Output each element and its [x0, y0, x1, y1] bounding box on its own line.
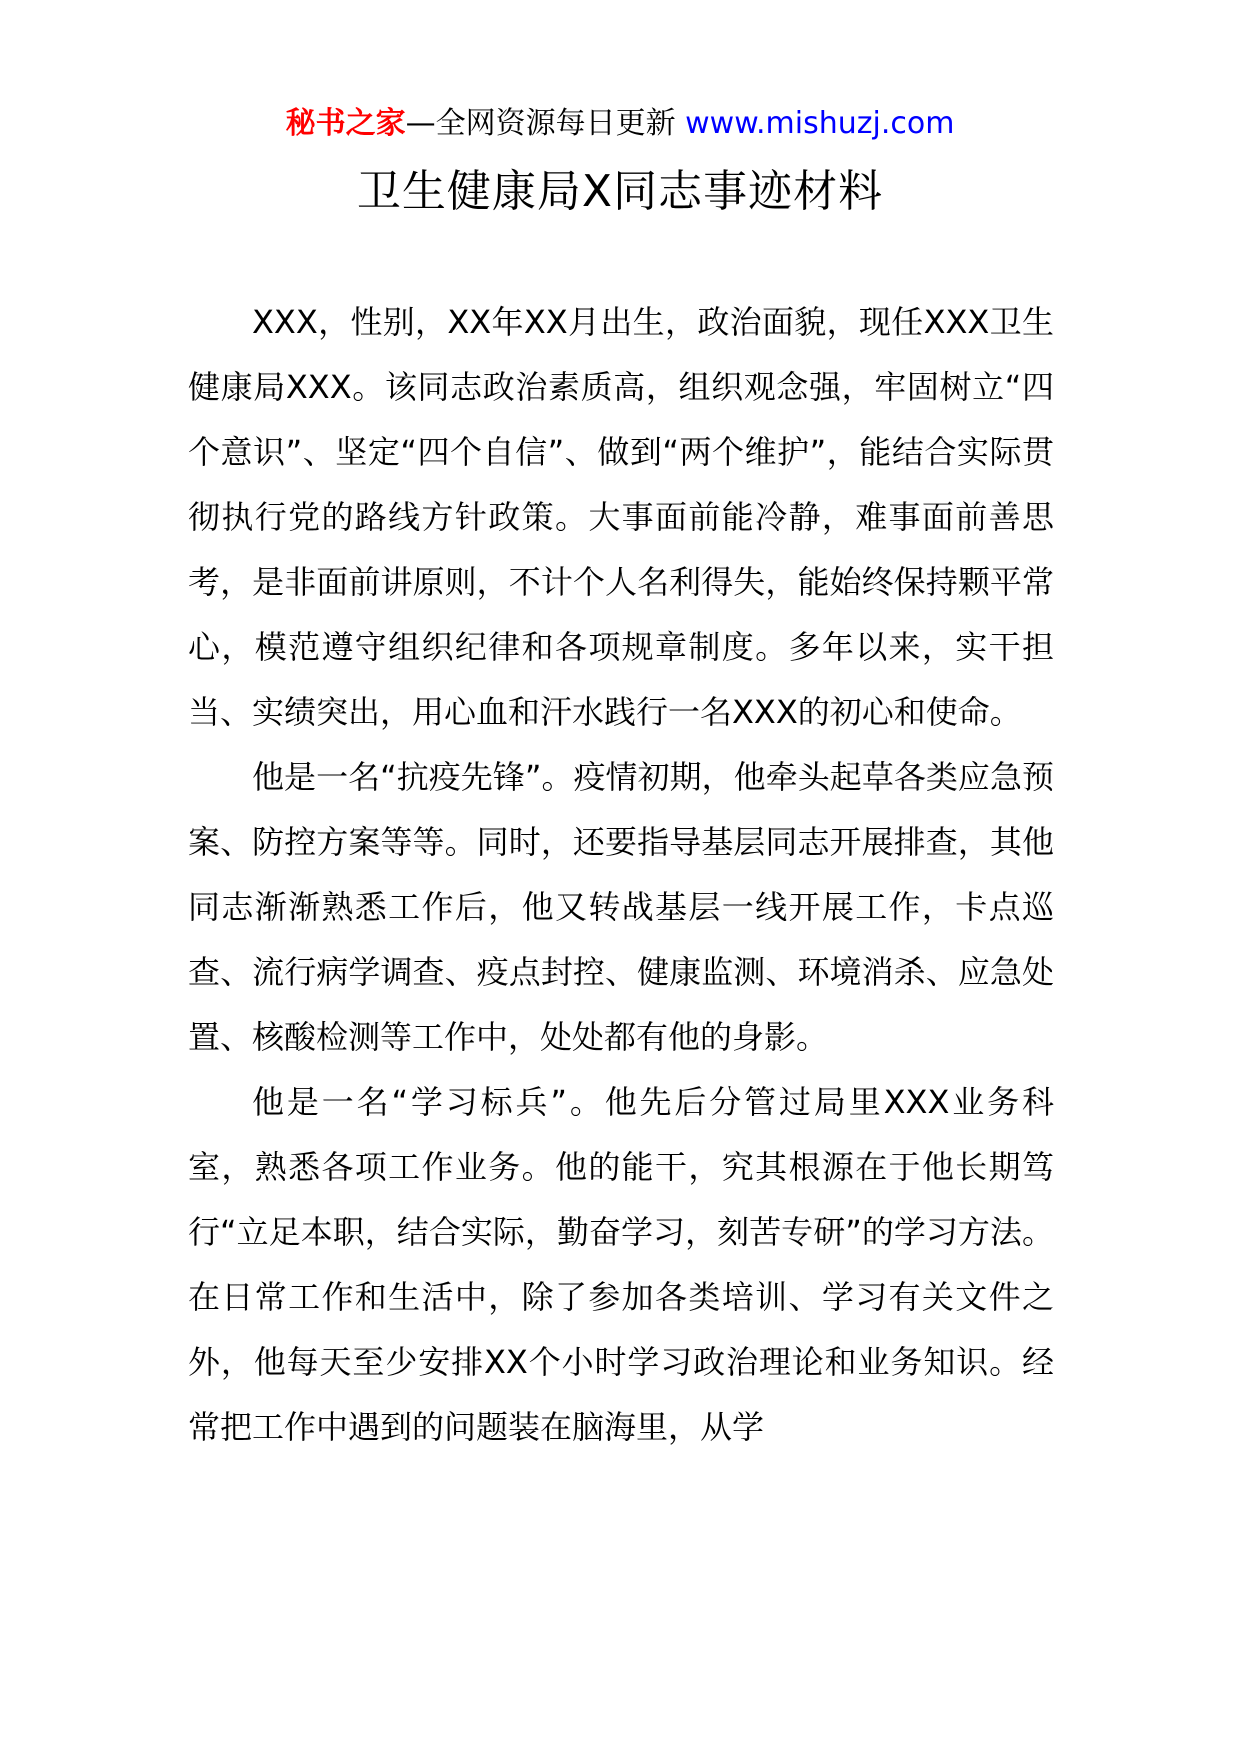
document-body: [188, 290, 1054, 1610]
site-url-link[interactable]: www.mishuzj.com: [685, 106, 955, 141]
site-header: [0, 102, 1240, 146]
paragraph-anti-epidemic: 他是一名“抗疫先锋”。疫情初期，他牵头起草各类应急预案、防控方案等等。同时，还要指导基层同志开展排查，其他同志渐渐熟悉工作后，他又转战基层一线开展工作，卡点巡查、流行病学调查、疫点封控、健康监测、环境消杀、应急处置、核酸检测等工作中，处处都有他的身影。: [188, 758, 1054, 1056]
paragraph-intro: XXX，性别，XX年XX月出生，政治面貌，现任XXX卫生健康局XXX。该同志政治素质高，组织观念强，牢固树立“四个意识”、坚定“四个自信”、做到“两个维护”，能结合实际贯彻执行党的路线方针政策。大事面前能冷静，难事面前善思考，是非面前讲原则，不计个人名利得失，能始终保持颗平常心，模范遵守组织纪律和各项规章制度。多年以来，实干担当、实绩突出，用心血和汗水践行一名XXX的初心和使命。: [188, 303, 1054, 731]
paragraph-study-model: 他是一名“学习标兵”。他先后分管过局里XXX业务科室，熟悉各项工作业务。他的能干，究其根源在于他长期笃行“立足本职，结合实际，勤奋学习，刻苦专研”的学习方法。在日常工作和生活中，除了参加各类培训、学习有关文件之外，他每天至少安排XX个小时学习政治理论和业务知识。经常把工作中遇到的问题装在脑海里，从学: [188, 1083, 1054, 1446]
brand-tagline: —全网资源每日更新: [405, 106, 676, 141]
brand-name: 秘书之家: [285, 106, 406, 141]
document-title: 卫生健康局X同志事迹材料: [356, 166, 884, 217]
